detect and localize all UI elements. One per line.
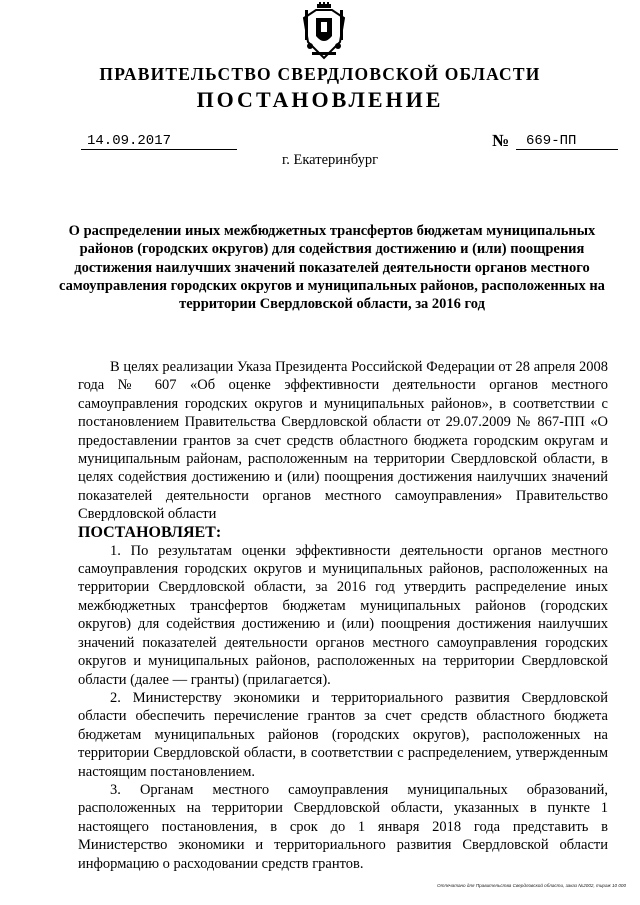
organization-name: ПРАВИТЕЛЬСТВО СВЕРДЛОВСКОЙ ОБЛАСТИ bbox=[99, 64, 541, 84]
document-title: О распределении иных межбюджетных трансфертов бюджетам муниципальных районов (городских округов) для содействия достижению и (или) поощрения достижения наилучших значений показателей деятельности органов местного самоуправления городских округов и муниципальных районов, расположенных на территории Свердловской области, за 2016 год bbox=[59, 223, 605, 313]
coat-of-arms-icon bbox=[300, 2, 348, 60]
city: г. Екатеринбург bbox=[281, 152, 379, 168]
print-footer: Отпечатано для Правительства Свердловской области, заказ №2002, тираж 10 000 bbox=[437, 883, 626, 888]
document-number: 669-ПП bbox=[516, 133, 618, 150]
document-date: 14.09.2017 bbox=[81, 133, 237, 150]
paragraph-3: 3. Органам местного самоуправления муниципальных образований, расположенных на территории Свердловской области, указанных в пункте 1 настоящего постановления, в срок до 1 января 2018 года представить в Министерство экономики и территориального развития Свердловской области информацию о расходовании средств грантов. bbox=[78, 781, 608, 872]
document-type: ПОСТАНОВЛЕНИЕ bbox=[196, 87, 444, 112]
number-sign: № bbox=[492, 131, 510, 150]
paragraph-1: 1. По результатам оценки эффективности деятельности органов местного самоуправления городских округов и муниципальных районов, расположенных на территории Свердловской области, за 2016 год утвердить распределение иных межбюджетных трансфертов бюджетам муниципальных районов (городских округов) для содействия достижению и (или) поощрения достижения наилучших значений показателей деятельности органов местного самоуправления городских округов и муниципальных районов, расположенных на территории Свердловской области (далее — гранты) (прилагается). bbox=[78, 542, 608, 688]
document-body bbox=[78, 358, 608, 873]
preamble-paragraph: В целях реализации Указа Президента Российской Федерации от 28 апреля 2008 года № 607 «Об оценке эффективности деятельности органов местного самоуправления городских округов и муниципальных районов», в соответствии с постановлением Правительства Свердловской области от 29.07.2009 № 867-ПП «О предоставлении грантов за счет средств областного бюджета городским округам и муниципальным районам, расположенным на территории Свердловской области, в целях содействия достижению и (или) поощрения достижения наилучших значений показателей деятельности органов местного самоуправления» Правительство Свердловской области bbox=[78, 359, 608, 523]
decree-heading: ПОСТАНОВЛЯЕТ: bbox=[78, 523, 222, 541]
paragraph-2: 2. Министерству экономики и территориального развития Свердловской области обеспечить перечисление грантов за счет средств областного бюджета бюджетам муниципальных районов (городских округов), расположенных на территории Свердловской области, в соответствии с распределением, утвержденным настоящим постановлением. bbox=[78, 689, 608, 780]
